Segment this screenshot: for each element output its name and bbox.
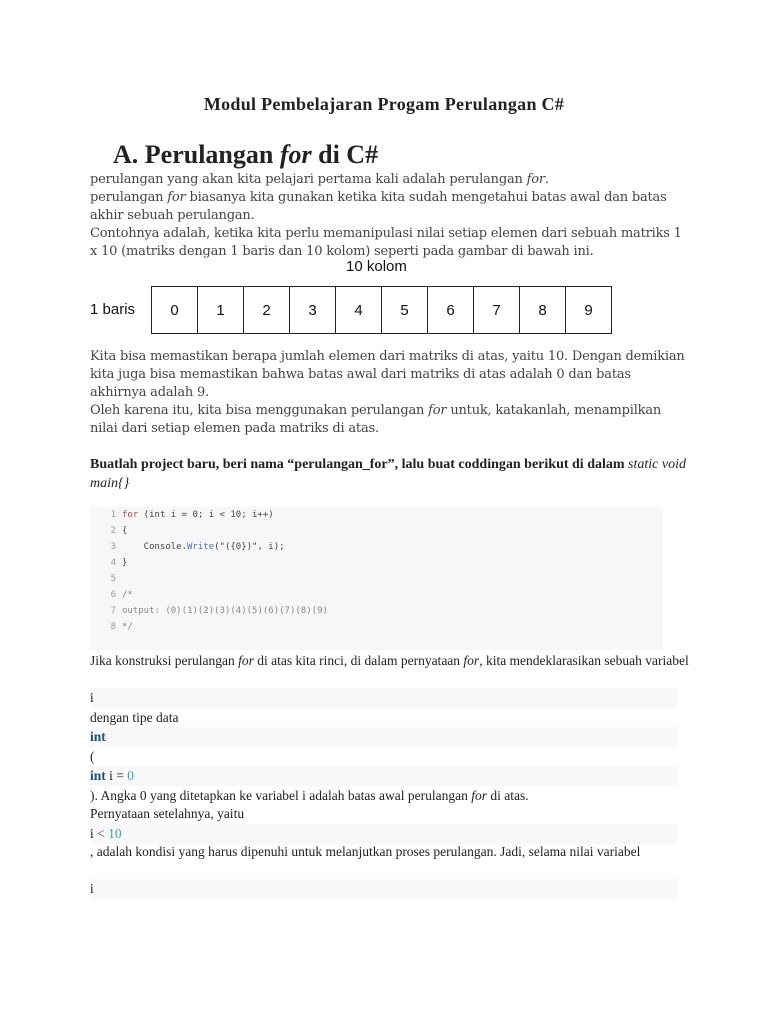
- heading-for: for: [279, 140, 312, 169]
- code-type: int: [90, 729, 106, 744]
- explain-paragraph-3: (: [90, 749, 95, 764]
- line-number: 7: [110, 606, 116, 616]
- line-number: 4: [110, 558, 116, 568]
- code-line: [90, 619, 663, 635]
- inline-code-band: [90, 727, 678, 747]
- intro-line-2: [90, 189, 690, 225]
- intro-paragraph: [90, 171, 690, 261]
- line-number: 1: [110, 510, 116, 520]
- text: Oleh karena itu, kita bisa menggunakan perulangan: [90, 403, 429, 418]
- section-heading: [113, 140, 378, 170]
- for-keyword: for: [471, 788, 487, 803]
- document-title: Modul Pembelajaran Progam Perulangan C#: [203, 94, 565, 114]
- code-comment: */: [122, 622, 133, 632]
- inline-code-band: [90, 824, 678, 844]
- code-line: [90, 603, 663, 619]
- for-keyword: for: [167, 190, 186, 205]
- code-variable: i: [90, 690, 94, 705]
- code-number: 0: [127, 768, 135, 783]
- code-comment: output: (0)(1)(2)(3)(4)(5)(6)(7)(8)(9): [122, 606, 328, 616]
- code-variable: i =: [105, 768, 128, 783]
- after-line-2: [90, 402, 690, 438]
- text: biasanya kita gunakan ketika kita sudah mengetahui batas awal dan batas akhir sebuah perulangan.: [90, 190, 667, 223]
- code-variable: i: [90, 881, 94, 896]
- inline-code-band: [90, 879, 678, 899]
- code-args: ("({0})", i);: [214, 542, 285, 552]
- matrix-row-label: 1 baris: [90, 301, 136, 318]
- explain-paragraph-1: [90, 652, 690, 670]
- intro-line-3: Contohnya adalah, ketika kita perlu memanipulasi nilai setiap elemen dari sebuah matriks 1 x 10 (matriks dengan 1 baris dan 10 kolom) seperti pada gambar di bawah ini.: [90, 226, 682, 259]
- text: di atas.: [487, 788, 529, 803]
- line-number: 3: [110, 542, 116, 552]
- line-number: 8: [110, 622, 116, 632]
- inline-code-band: [90, 766, 678, 786]
- inline-code-band: [90, 688, 678, 708]
- code-line: [90, 587, 663, 603]
- explain-line: Pernyataan setelahnya, yaitu: [90, 806, 245, 821]
- text: Jika konstruksi perulangan: [90, 653, 239, 668]
- matrix-cell: 2: [244, 286, 290, 334]
- code-text: [122, 507, 274, 523]
- code-text: [122, 539, 285, 555]
- matrix-cell: 1: [198, 286, 244, 334]
- text: , kita mendeklarasikan sebuah variabel: [479, 653, 689, 668]
- text: untuk, katakanlah, menampilkan nilai dari setiap elemen pada matriks di atas.: [90, 403, 662, 436]
- after-matrix-paragraph: [90, 348, 690, 438]
- code-method: Write: [187, 542, 215, 552]
- code-line: [90, 555, 663, 571]
- matrix-cell: 4: [336, 286, 382, 334]
- matrix-cell: 8: [520, 286, 566, 334]
- explain-line: [90, 787, 690, 805]
- code-text: {: [122, 526, 128, 536]
- text: perulangan yang akan kita pelajari pertama kali adalah perulangan: [90, 172, 527, 187]
- code-line: [90, 571, 663, 587]
- code-snippet: [90, 507, 663, 650]
- instruction-text: Buatlah project baru, beri nama “perulangan_for”, lalu buat coddingan berikut di dalam: [90, 457, 629, 472]
- after-line-1: Kita bisa memastikan berapa jumlah elemen dari matriks di atas, yaitu 10. Dengan demikian kita juga bisa memastikan bahwa batas awal dari matriks di atas adalah 0 dan batas akhirnya adalah 9.: [90, 349, 685, 400]
- matrix-cell: 5: [382, 286, 428, 334]
- line-number: 2: [110, 526, 116, 536]
- code-type: int: [90, 768, 106, 783]
- text: ). Angka 0 yang ditetapkan ke variabel i adalah batas awal perulangan: [90, 788, 472, 803]
- code-number: 10: [104, 826, 122, 841]
- code-line: [90, 523, 663, 539]
- for-keyword: for: [526, 172, 545, 187]
- matrix-cell: 0: [152, 286, 198, 334]
- code-line: [90, 539, 663, 555]
- text: di atas kita rinci, di dalam pernyataan: [253, 653, 464, 668]
- code-rest: (int i = 0; i < 10; i++): [138, 510, 274, 520]
- text: .: [544, 172, 549, 187]
- code-line: [90, 507, 663, 523]
- instruction-method: static void main{}: [90, 457, 686, 491]
- code-comment: /*: [122, 590, 133, 600]
- line-number: 6: [110, 590, 116, 600]
- explain-paragraph-4: [90, 787, 690, 823]
- matrix-table: [151, 286, 612, 334]
- matrix-cell: 9: [566, 286, 612, 334]
- heading-suffix: di C#: [311, 140, 379, 169]
- matrix-cell: 7: [474, 286, 520, 334]
- matrix-column-label: 10 kolom: [346, 258, 407, 275]
- code-variable: i: [90, 826, 98, 841]
- matrix-cell: 3: [290, 286, 336, 334]
- for-keyword: for: [463, 653, 480, 668]
- code-text: }: [122, 558, 128, 568]
- text: perulangan: [90, 190, 168, 205]
- line-number: 5: [110, 574, 116, 584]
- matrix-cell: 6: [428, 286, 474, 334]
- intro-line-1: [90, 171, 690, 189]
- code-object: Console.: [122, 542, 188, 552]
- explain-paragraph-5: , adalah kondisi yang harus dipenuhi untuk melanjutkan proses perulangan. Jadi, selama nilai variabel: [90, 844, 641, 859]
- instruction-paragraph: [90, 455, 690, 493]
- code-operator: <: [97, 826, 105, 841]
- for-keyword: for: [428, 403, 447, 418]
- for-keyword: for: [238, 653, 254, 668]
- code-keyword: for: [122, 510, 139, 520]
- heading-prefix: A. Perulangan: [113, 140, 280, 169]
- explain-paragraph-2: dengan tipe data: [90, 710, 179, 725]
